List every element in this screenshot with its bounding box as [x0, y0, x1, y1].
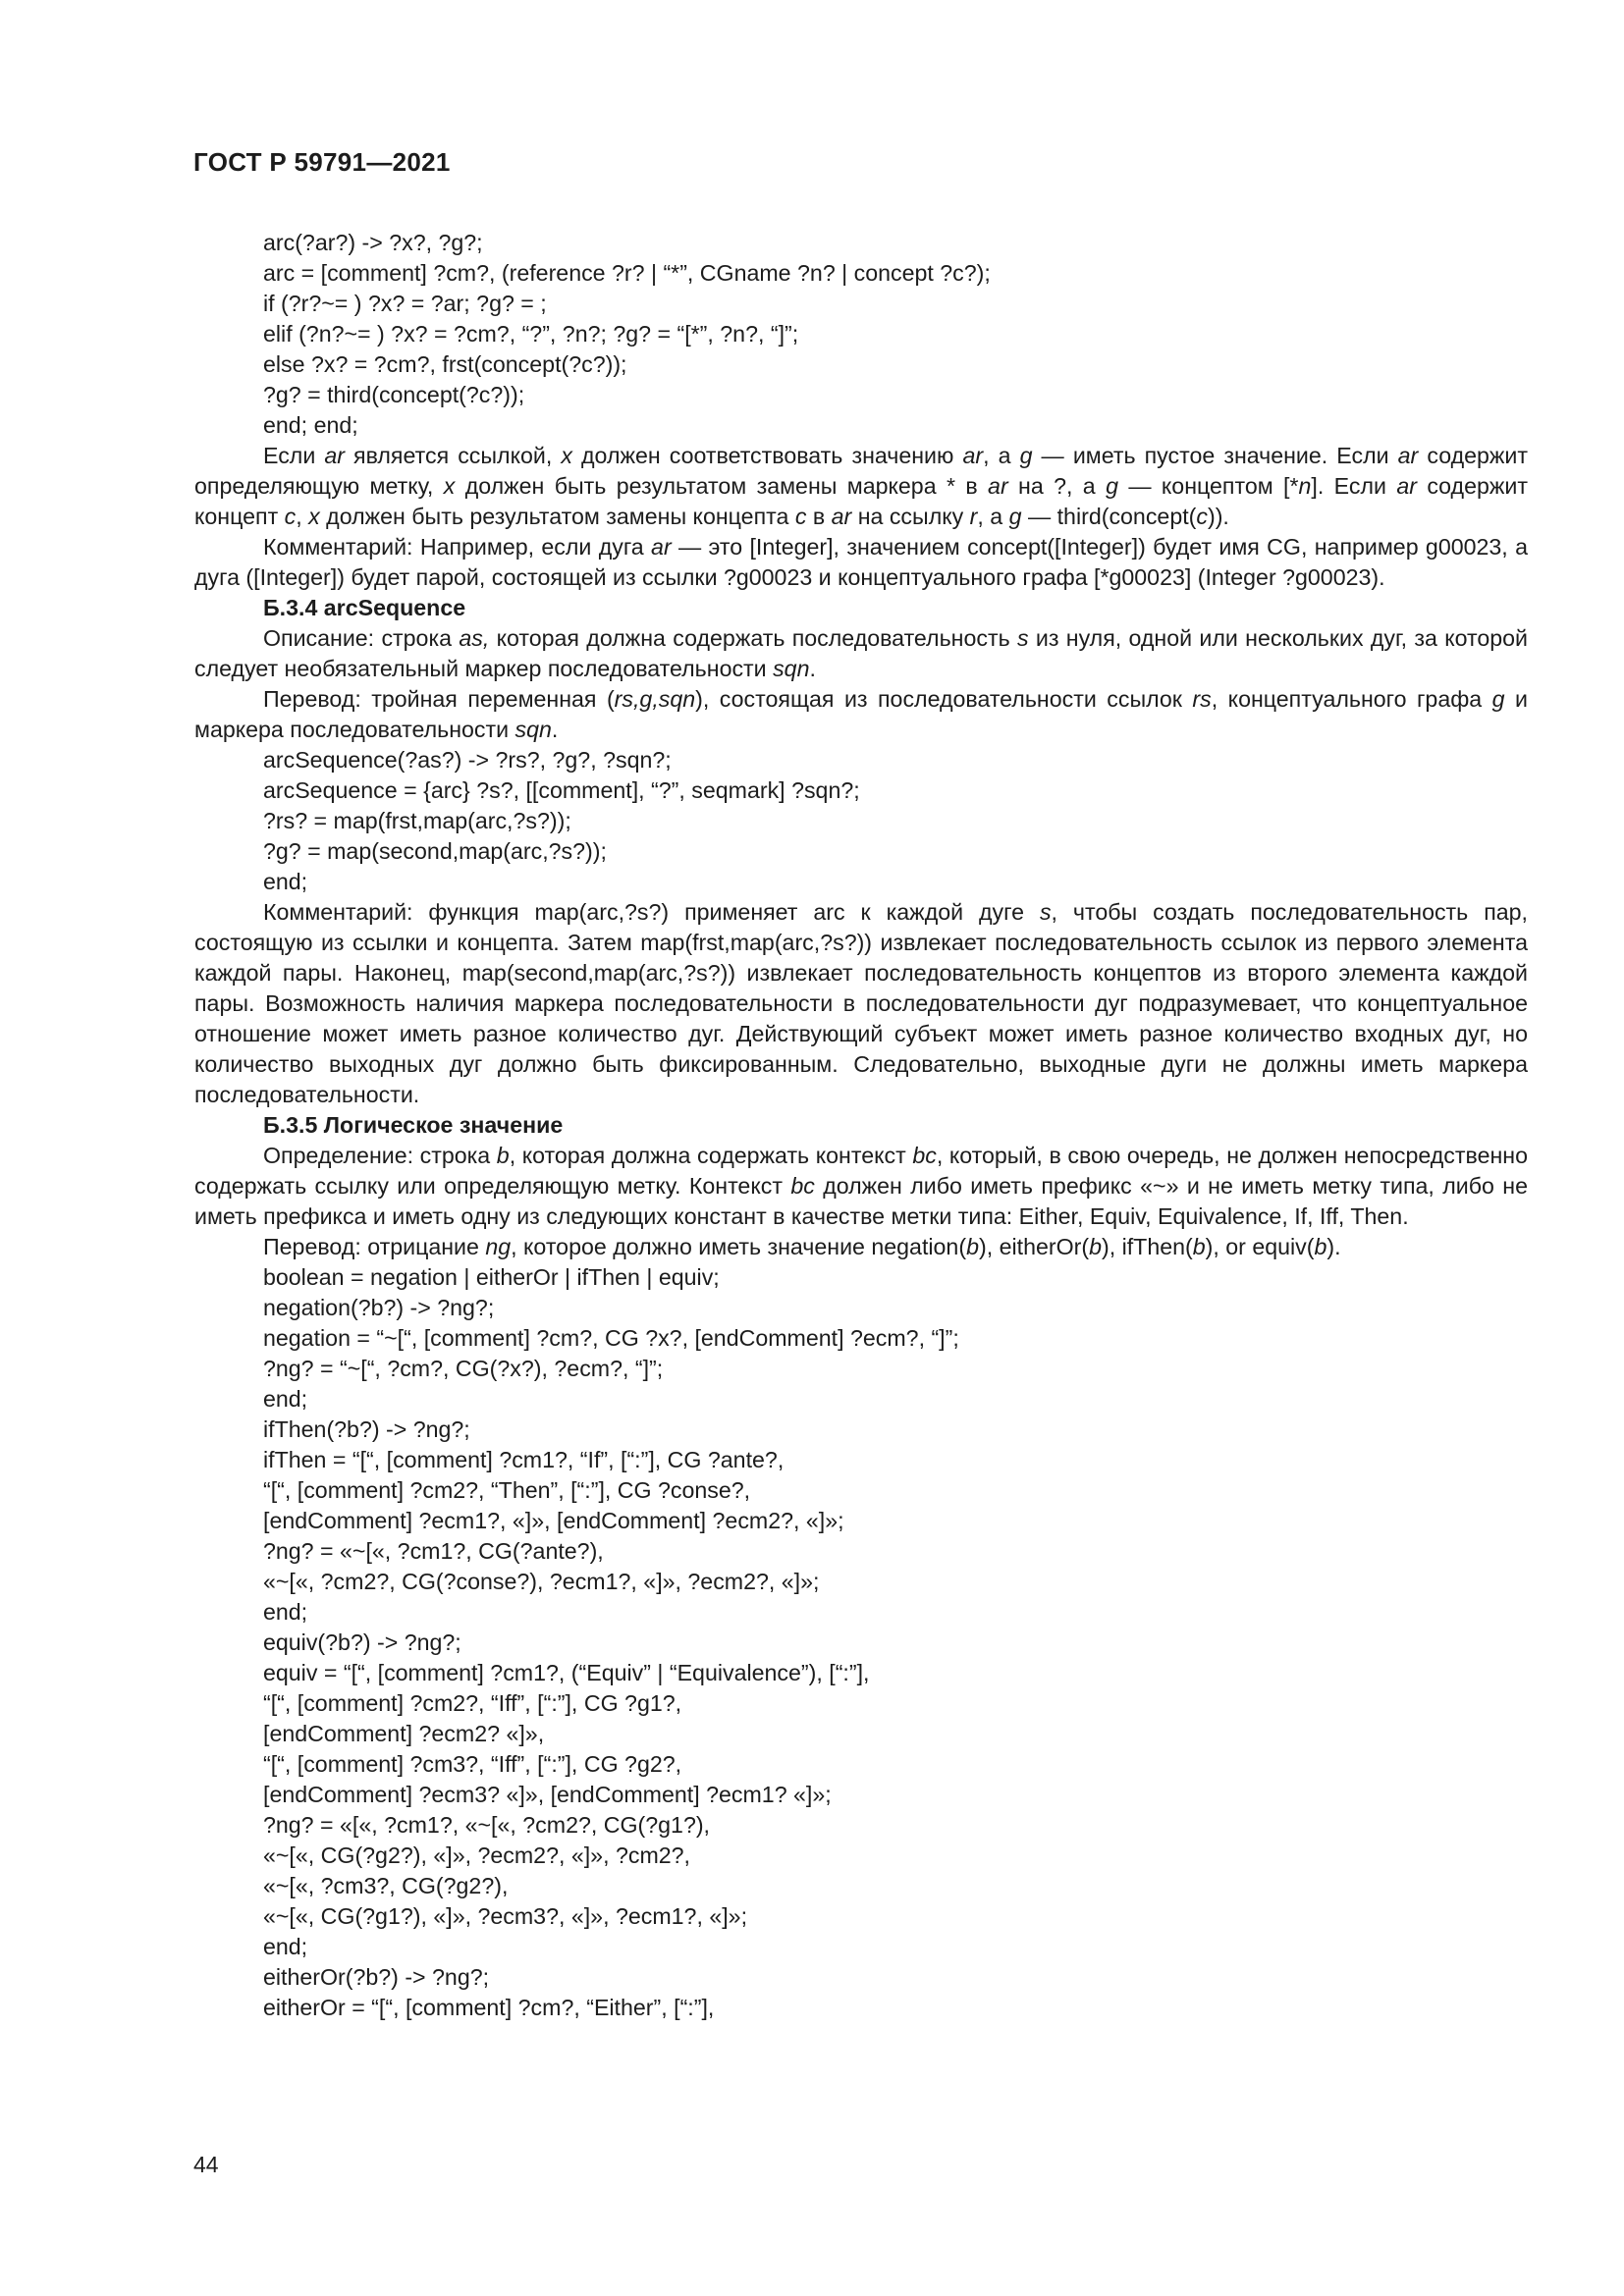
text-run: Комментарий: Например, если дуга [263, 534, 652, 560]
italic-term: s [1039, 899, 1052, 925]
italic-term: as, [459, 625, 490, 651]
code-line: equiv = “[“, [comment] ?cm1?, (“Equiv” | “Equivalence”), [“:”], [263, 1660, 870, 1685]
italic-term: ar [988, 473, 1008, 499]
code-line: ?ng? = «~[«, ?cm1?, CG(?ante?), [263, 1538, 604, 1564]
paragraph-arcsequence-comment [194, 897, 1528, 1110]
text-run: ), eitherOr( [978, 1234, 1090, 1259]
italic-term: rs,g,sqn [614, 686, 696, 712]
italic-term: ar [831, 504, 852, 529]
text-run: Перевод: отрицание [263, 1234, 486, 1259]
italic-term: g [1106, 473, 1118, 499]
code-line: ?ng? = «[«, ?cm1?, «~[«, ?cm2?, CG(?g1?), [263, 1812, 710, 1838]
section-heading-b34: Б.3.4 arcSequence [263, 595, 466, 620]
section-heading-b35: Б.3.5 Логическое значение [263, 1112, 564, 1138]
text-run: — это [Integer], значением concept([Integer]) будет имя CG, например g00023, а дуга ([Integer]) будет парой, состоящей из ссылки ?g00023 и концептуального графа [*g00023] (Integer ?g00023). [194, 534, 1528, 590]
code-line: boolean = negation | eitherOr | ifThen | equiv; [263, 1264, 720, 1290]
italic-term: g [1019, 443, 1033, 468]
italic-term: sqn [773, 656, 810, 681]
italic-term: c [284, 504, 297, 529]
code-line: end; end; [263, 412, 358, 438]
code-line: end; [263, 869, 308, 894]
text-run: , а [983, 443, 1020, 468]
text-run: Комментарий: функция map(arc,?s?) применяет arc к каждой дуге [263, 899, 1040, 925]
code-line: “[“, [comment] ?cm3?, “Iff”, [“:”], CG ?g2?, [263, 1751, 682, 1777]
text-run: ]. Если [1311, 473, 1397, 499]
text-run: в [806, 504, 832, 529]
italic-term: ar [1397, 443, 1419, 468]
italic-term: c [1196, 504, 1208, 529]
italic-term: bc [790, 1173, 815, 1199]
code-line: [endComment] ?ecm3? «]», [endComment] ?ecm1? «]»; [263, 1782, 832, 1807]
italic-term: x [443, 473, 456, 499]
text-run: , которая должна содержать контекст [509, 1143, 913, 1168]
paragraph-boolean-translation [194, 1232, 1528, 1262]
text-run: . [809, 656, 816, 681]
text-run: на ссылку [851, 504, 970, 529]
code-line: eitherOr(?b?) -> ?ng?; [263, 1964, 490, 1990]
page-header: ГОСТ Р 59791—2021 [193, 147, 451, 177]
text-run: , которое должно иметь значение negation( [511, 1234, 967, 1259]
text-run: )). [1207, 504, 1229, 529]
italic-term: s [1016, 625, 1029, 651]
italic-term: x [308, 504, 320, 529]
code-line: «~[«, ?cm3?, CG(?g2?), [263, 1873, 509, 1898]
code-line: ?ng? = “~[“, ?cm?, CG(?x?), ?ecm?, “]”; [263, 1356, 664, 1381]
italic-term: x [561, 443, 572, 468]
code-line: negation(?b?) -> ?ng?; [263, 1295, 495, 1320]
code-line: if (?r?~= ) ?x? = ?ar; ?g? = ; [263, 291, 547, 316]
italic-term: ar [962, 443, 984, 468]
text-run: , чтобы создать последовательность пар, состоящую из ссылки и концепта. Затем map(frst,map(arc,?s?)) извлекает последовательность ссылок из первого элемента каждой пары. Наконец, map(second,map(arc,?s?)) извлекает последовательность концептов из второго элемента каждой пары. Возможность наличия маркера последовательности в последовательности дуг подразумевает, что концептуальное отношение может иметь разное количество дуг. Действующий субъект может иметь разное количество входных дуг, но количество выходных дуг должно быть фиксированным. Следовательно, выходные дуги не должны иметь маркера последовательности. [194, 899, 1528, 1107]
page-content [194, 228, 1528, 2023]
italic-term: g [1008, 504, 1022, 529]
paragraph-arcsequence-description [194, 623, 1528, 684]
code-line: «~[«, CG(?g1?), «]», ?ecm3?, «]», ?ecm1?, «]»; [263, 1903, 748, 1929]
code-line: [endComment] ?ecm1?, «]», [endComment] ?ecm2?, «]»; [263, 1508, 844, 1533]
italic-term: b [966, 1234, 979, 1259]
text-run: Определение: строка [263, 1143, 497, 1168]
text-run: должен либо иметь префикс «~» и не иметь метку типа, либо не иметь префикса и иметь одну из следующих констант в качестве метки типа: Either, Equiv, Equivalence, If, Iff, Then. [194, 1173, 1528, 1229]
code-line: arcSequence(?as?) -> ?rs?, ?g?, ?sqn?; [263, 747, 672, 773]
text-run: Если [263, 443, 325, 468]
text-run: ). [1326, 1234, 1341, 1259]
text-run: , [296, 504, 309, 529]
code-line: elif (?n?~= ) ?x? = ?cm?, “?”, ?n?; ?g? = “[*”, ?n?, “]”; [263, 321, 799, 347]
text-run: ), ifThen( [1101, 1234, 1193, 1259]
text-run: из нуля, одной или нескольких дуг, за которой следует необязательный маркер последовательности [194, 625, 1528, 681]
italic-term: b [496, 1143, 510, 1168]
italic-term: ar [651, 534, 672, 560]
italic-term: rs [1192, 686, 1212, 712]
paragraph-arc-comment [194, 532, 1528, 593]
paragraph-arcsequence-translation [194, 684, 1528, 745]
text-run: — third(concept( [1021, 504, 1197, 529]
text-run: которая должна содержать последовательность [489, 625, 1017, 651]
code-line: «~[«, ?cm2?, CG(?conse?), ?ecm1?, «]», ?ecm2?, «]»; [263, 1569, 820, 1594]
code-line: [endComment] ?ecm2? «]», [263, 1721, 545, 1746]
code-line: eitherOr = “[“, [comment] ?cm?, “Either”, [“:”], [263, 1995, 715, 2020]
text-run: , который, в свою очередь, не должен непосредственно содержать ссылку или определяющую метку. Контекст [194, 1143, 1528, 1199]
code-block-boolean [194, 1262, 1528, 2023]
text-run: — концептом [* [1117, 473, 1299, 499]
italic-term: b [1192, 1234, 1206, 1259]
italic-term: ng [485, 1234, 512, 1259]
code-line: “[“, [comment] ?cm2?, “Iff”, [“:”], CG ?g1?, [263, 1690, 682, 1716]
code-line: negation = “~[“, [comment] ?cm?, CG ?x?, [endComment] ?ecm?, “]”; [263, 1325, 959, 1351]
code-line: ?rs? = map(frst,map(arc,?s?)); [263, 808, 571, 833]
italic-term: b [1089, 1234, 1102, 1259]
code-line: end; [263, 1599, 308, 1625]
code-line: “[“, [comment] ?cm2?, “Then”, [“:”], CG ?conse?, [263, 1477, 751, 1503]
text-run: должен быть результатом замены концепта [319, 504, 795, 529]
code-line: «~[«, CG(?g2?), «]», ?ecm2?, «]», ?cm2?, [263, 1842, 691, 1868]
text-run: . [551, 717, 559, 742]
text-run: Описание: строка [263, 625, 460, 651]
italic-term: bc [912, 1143, 937, 1168]
italic-term: r [969, 504, 978, 529]
text-run: ), or equiv( [1205, 1234, 1315, 1259]
code-line: equiv(?b?) -> ?ng?; [263, 1629, 461, 1655]
italic-term: ar [1396, 473, 1417, 499]
paragraph-boolean-definition [194, 1141, 1528, 1232]
paragraph-arc-explanation [194, 441, 1528, 532]
italic-term: g [1491, 686, 1505, 712]
italic-term: n [1298, 473, 1312, 499]
code-line: arcSequence = {arc} ?s?, [[comment], “?”, seqmark] ?sqn?; [263, 777, 860, 803]
text-run: является ссылкой, [344, 443, 562, 468]
code-line: else ?x? = ?cm?, frst(concept(?c?)); [263, 351, 627, 377]
code-line: end; [263, 1934, 308, 1959]
text-run: Перевод: тройная переменная ( [263, 686, 615, 712]
code-line: ?g? = third(concept(?c?)); [263, 382, 525, 407]
page-number: 44 [193, 2152, 219, 2177]
code-line: arc = [comment] ?cm?, (reference ?r? | “*”, CGname ?n? | concept ?c?); [263, 260, 991, 286]
text-run: — иметь пустое значение. Если [1032, 443, 1398, 468]
text-run: должен соответствовать значению [571, 443, 963, 468]
italic-term: sqn [514, 717, 552, 742]
text-run: , а [977, 504, 1009, 529]
code-line: ifThen(?b?) -> ?ng?; [263, 1416, 470, 1442]
italic-term: c [794, 504, 807, 529]
text-run: должен быть результатом замены маркера * в [455, 473, 989, 499]
text-run: на ?, а [1007, 473, 1107, 499]
text-run: , концептуального графа [1211, 686, 1492, 712]
italic-term: ar [324, 443, 345, 468]
code-line: end; [263, 1386, 308, 1412]
code-line: arc(?ar?) -> ?x?, ?g?; [263, 230, 483, 255]
code-line: ifThen = “[“, [comment] ?cm1?, “If”, [“:”], CG ?ante?, [263, 1447, 785, 1472]
text-run: ), состоящая из последовательности ссылок [695, 686, 1193, 712]
text-run: содержит определяющую метку, [194, 443, 1528, 499]
italic-term: b [1314, 1234, 1327, 1259]
code-line: ?g? = map(second,map(arc,?s?)); [263, 838, 607, 864]
text-run: содержит концепт [194, 473, 1528, 529]
code-block-arcsequence [194, 745, 1528, 897]
code-block-arc [194, 228, 1528, 441]
text-run: и маркера последовательности [194, 686, 1528, 742]
